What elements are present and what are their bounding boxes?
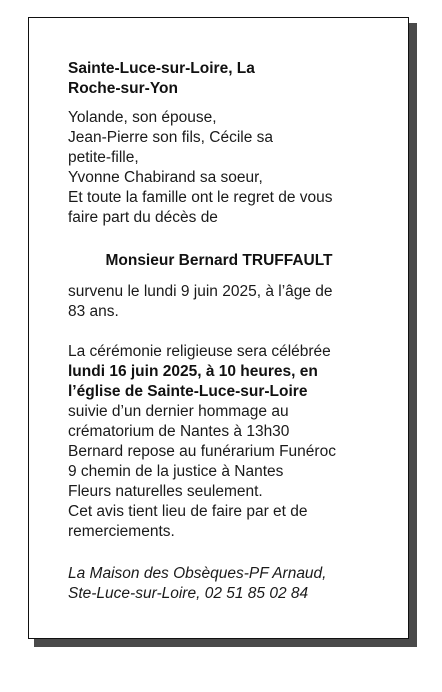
family-line: Yolande, son épouse, <box>68 109 217 126</box>
deceased-name: Monsieur Bernard TRUFFAULT <box>105 252 333 269</box>
funeral-home-signature <box>68 564 388 604</box>
family-line: faire part du décès de <box>68 209 218 226</box>
ceremony-paragraph <box>68 342 388 542</box>
death-paragraph <box>68 282 388 322</box>
family-line: Yvonne Chabirand sa soeur, <box>68 169 263 186</box>
ceremony-date-line: lundi 16 juin 2025, à 10 heures, en <box>68 363 318 380</box>
heading-line: Roche-sur-Yon <box>68 80 178 97</box>
ceremony-line: suivie d’un dernier hommage au <box>68 403 289 420</box>
death-line: 83 ans. <box>68 303 119 320</box>
ceremony-line: 9 chemin de la justice à Nantes <box>68 463 284 480</box>
family-line: Jean-Pierre son fils, Cécile sa <box>68 129 274 146</box>
ceremony-line: Cet avis tient lieu de faire par et de <box>68 503 308 520</box>
signature-line: Ste-Luce-sur-Loire, 02 51 85 02 84 <box>68 585 309 602</box>
family-line: petite-fille, <box>68 149 139 166</box>
ceremony-line: Fleurs naturelles seulement. <box>68 483 263 500</box>
ceremony-line: Bernard repose au funérarium Funéroc <box>68 443 336 460</box>
ceremony-place-line: l’église de Sainte-Luce-sur-Loire <box>68 383 308 400</box>
family-paragraph <box>68 108 388 228</box>
family-line: Et toute la famille ont le regret de vous <box>68 189 333 206</box>
obituary-notice <box>28 17 409 639</box>
signature-line: La Maison des Obsèques-PF Arnaud, <box>68 565 327 582</box>
location-heading <box>68 59 388 99</box>
ceremony-line: remerciements. <box>68 523 175 540</box>
ceremony-intro: La cérémonie religieuse sera célébrée <box>68 343 331 360</box>
death-line: survenu le lundi 9 juin 2025, à l’âge de <box>68 283 333 300</box>
heading-line: Sainte-Luce-sur-Loire, La <box>68 60 255 77</box>
ceremony-line: crématorium de Nantes à 13h30 <box>68 423 290 440</box>
